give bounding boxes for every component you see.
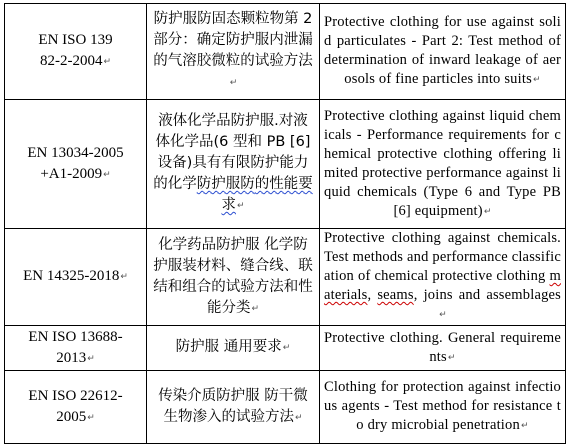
paragraph-mark-icon: ↵ [532,75,541,85]
chinese-title: 化学药品防护服 化学防护服装材料、缝合线、联结和组合的试验方法和性能分类 [153,236,313,316]
chinese-title-part: 防护服防 [196,176,255,192]
paragraph-mark-icon: ↵ [120,272,128,282]
standard-code-cell [5,326,147,371]
paragraph-mark-icon: ↵ [103,57,112,67]
english-title: Protective clothing. General requirements [324,329,561,365]
table-row [5,229,566,326]
english-title-part: materials [324,268,561,303]
chinese-title-cell [147,326,320,371]
standard-code: EN ISO 13688- 2013 [28,328,123,366]
paragraph-mark-icon: ↵ [520,421,529,431]
english-title-part: , joins and assemblages [413,287,562,303]
paragraph-mark-icon: ↵ [87,412,95,423]
standard-code: EN ISO 22612- 2005 [28,387,123,425]
standard-code: EN 14325-2018 [23,268,120,284]
standard-code: EN ISO 139 82-2-2004 [38,32,113,69]
english-title: Clothing for protection against infectious agents - Test method for resistance to dry microbial penetration [324,379,561,433]
english-title-cell [320,229,566,326]
table-row [5,4,566,100]
english-title: Protective clothing against liquid chemicals - Performance requirements for chemical protective clothing offering limited protective performance against liquid chemicals (Type 6 and Type PB [6] equipment) [324,107,561,219]
english-title-cell [320,4,566,100]
chinese-title-cell [147,100,320,229]
paragraph-mark-icon: ↵ [87,353,95,364]
paragraph-mark-icon: ↵ [282,343,291,353]
chinese-title-cell [147,229,320,326]
table-row [5,100,566,229]
paragraph-mark-icon: ↵ [229,78,238,88]
standard-code-cell [5,371,147,444]
paragraph-mark-icon: ↵ [439,310,447,320]
standards-table [4,3,566,444]
chinese-title: 传染介质防护服 防干微生物渗入的试验方法 [158,387,308,425]
english-title-cell [320,326,566,371]
english-title-part: , [367,287,378,303]
chinese-title-cell [147,371,320,444]
chinese-title-part: 液体化学品防护服.对液体化学品(6 型和 PB [6]设备)具有有限防护能力的化学 [153,113,311,192]
standard-code-cell [5,100,147,229]
english-title: Protective clothing for use against solid particulates - Part 2: Test method of determination of inward leakage of aerosols of fine particles into suits [324,14,561,87]
chinese-title: 防护服防固态颗粒物第 2 部分：确定防护服内泄漏的气溶胶微粒的试验方法 [153,11,313,69]
paragraph-mark-icon: ↵ [236,201,245,211]
english-title-cell [320,100,566,229]
paragraph-mark-icon: ↵ [447,352,456,363]
chinese-title: 防护服 通用要求 [175,339,282,355]
chinese-title-part: 的性能要求 [221,176,313,213]
paragraph-mark-icon: ↵ [483,206,492,217]
chinese-title-cell [147,4,320,100]
table-row [5,371,566,444]
paragraph-mark-icon: ↵ [251,303,260,314]
english-title-part: Protective clothing against chemicals. Test methods and performance classification of chemical protective clothing [324,230,561,284]
standard-code-cell [5,229,147,326]
standard-code-cell [5,4,147,100]
paragraph-mark-icon: ↵ [103,169,111,180]
english-title-part: seams [377,287,414,303]
standard-code: EN 13034-2005 +A1-2009 [27,144,124,182]
paragraph-mark-icon: ↵ [294,412,303,423]
english-title-cell [320,371,566,444]
table-row [5,326,566,371]
